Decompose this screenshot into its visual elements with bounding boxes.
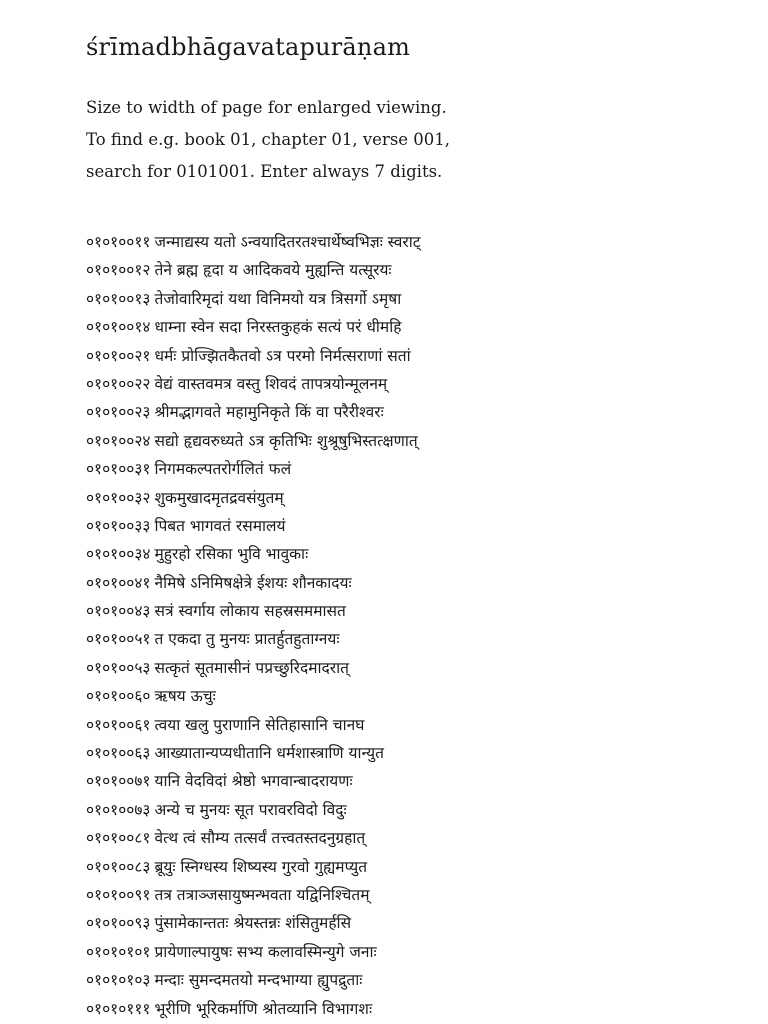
verse-number: ०१०१००२३ <box>86 403 151 422</box>
verse-text: अन्ये च मुनयः सूत परावरविदो विदुः <box>154 800 347 819</box>
verse-line <box>86 370 421 398</box>
verse-number: ०१०१००९३ <box>86 914 151 933</box>
verse-line <box>86 824 421 852</box>
verse-number: ०१०१००९१ <box>86 885 151 904</box>
verse-number: ०१०१००५१ <box>86 630 151 649</box>
verse-text: मुहुरहो रसिका भुवि भावुकाः <box>154 545 309 564</box>
verse-text: यानि वेदविदां श्रेष्ठो भगवान्बादरायणः <box>154 772 353 791</box>
verse-text: आख्यातान्यप्यधीतानि धर्मशास्त्राणि यान्युत <box>154 744 384 763</box>
page-title: śrīmadbhāgavatapurāṇam <box>86 33 411 61</box>
verse-line <box>86 966 421 994</box>
verse-text: शुकमुखादमृतद्रवसंयुतम् <box>154 488 284 507</box>
verse-number: ०१०१००३३ <box>86 516 151 535</box>
verse-number: ०१०१००४१ <box>86 573 151 592</box>
verse-text: सद्यो हृद्यवरुध्यते ऽत्र कृतिभिः शुश्रूषुभिस्तत्क्षणात् <box>154 431 418 450</box>
verse-text: प्रायेणाल्पायुषः सभ्य कलावस्मिन्युगे जनाः <box>154 942 377 961</box>
verse-line <box>86 484 421 512</box>
verse-line <box>86 427 421 455</box>
verse-number: ०१०१००७३ <box>86 800 151 819</box>
verse-text: ब्रूयुः स्निग्धस्य शिष्यस्य गुरवो गुह्यमप्युत <box>154 857 368 876</box>
verse-list <box>86 228 421 1023</box>
verse-text: श्रीमद्भागवते महामुनिकृते किं वा परैरीश्वरः <box>154 403 384 422</box>
verse-number: ०१०१००८३ <box>86 857 151 876</box>
verse-number: ०१०१०१०१ <box>86 942 151 961</box>
verse-line <box>86 682 421 710</box>
verse-number: ०१०१००१३ <box>86 289 151 308</box>
verse-text: धर्मः प्रोज्झितकैतवो ऽत्र परमो निर्मत्सराणां सतां <box>154 346 411 365</box>
verse-text: वेत्थ त्वं सौम्य तत्सर्वं तत्त्वतस्तदनुग्रहात् <box>154 829 366 848</box>
verse-text: तेने ब्रह्म हृदा य आदिकवये मुह्यन्ति यत्सूरयः <box>154 261 392 280</box>
verse-number: ०१०१००६० <box>86 687 151 706</box>
verse-text: नैमिषे ऽनिमिषक्षेत्रे ईशयः शौनकादयः <box>154 573 352 592</box>
verse-line <box>86 455 421 483</box>
verse-line <box>86 739 421 767</box>
verse-number: ०१०१००१२ <box>86 261 151 280</box>
verse-number: ०१०१००३१ <box>86 460 151 479</box>
verse-number: ०१०१००३४ <box>86 545 151 564</box>
verse-line <box>86 540 421 568</box>
verse-number: ०१०१०१०३ <box>86 971 151 990</box>
verse-text: तेजोवारिमृदां यथा विनिमयो यत्र त्रिसर्गो ऽमृषा <box>154 289 402 308</box>
verse-line <box>86 938 421 966</box>
verse-line <box>86 597 421 625</box>
verse-text: जन्माद्यस्य यतो ऽन्वयादितरतश्चार्थेष्वभिज्ञः स्वराट् <box>154 233 421 251</box>
verse-line <box>86 285 421 313</box>
verse-line <box>86 654 421 682</box>
verse-text: मन्दाः सुमन्दमतयो मन्दभाग्या ह्युपद्रुताः <box>154 971 363 990</box>
verse-line <box>86 909 421 937</box>
verse-number: ०१०१००३२ <box>86 488 151 507</box>
verse-text: निगमकल्पतरोर्गलितं फलं <box>154 460 292 479</box>
verse-line <box>86 398 421 426</box>
verse-number: ०१०१००१४ <box>86 318 151 337</box>
verse-text: तत्र तत्राञ्जसायुष्मन्भवता यद्विनिश्चितम् <box>154 885 370 904</box>
verse-line <box>86 313 421 341</box>
verse-line <box>86 625 421 653</box>
verse-line <box>86 256 421 284</box>
verse-line <box>86 711 421 739</box>
verse-line <box>86 881 421 909</box>
intro-line: To find e.g. book 01, chapter 01, verse 001, <box>86 130 451 149</box>
intro-instructions <box>86 96 450 192</box>
verse-text: सत्रं स्वर्गाय लोकाय सहस्रसममासत <box>154 602 346 621</box>
verse-line <box>86 796 421 824</box>
verse-number: ०१०१००२१ <box>86 346 151 365</box>
verse-line <box>86 342 421 370</box>
verse-number: ०१०१००४३ <box>86 602 151 621</box>
verse-number: ०१०१००७१ <box>86 772 151 791</box>
verse-line <box>86 767 421 795</box>
verse-number: ०१०१००११ <box>86 233 151 251</box>
verse-text: त एकदा तु मुनयः प्रातर्हुतहुताग्नयः <box>154 630 340 649</box>
verse-number: ०१०१००६१ <box>86 715 151 734</box>
verse-line <box>86 853 421 881</box>
verse-text: भूरीणि भूरिकर्माणि श्रोतव्यानि विभागशः <box>154 999 373 1018</box>
verse-line <box>86 569 421 597</box>
verse-line <box>86 228 421 256</box>
verse-number: ०१०१००२२ <box>86 374 151 393</box>
intro-line: Size to width of page for enlarged viewing. <box>86 98 447 117</box>
verse-number: ०१०१००८१ <box>86 829 151 848</box>
verse-text: पुंसामेकान्ततः श्रेयस्तन्नः शंसितुमर्हसि <box>154 914 352 933</box>
verse-text: त्वया खलु पुराणानि सेतिहासानि चानघ <box>154 715 365 734</box>
intro-line: search for 0101001. Enter always 7 digits. <box>86 162 443 181</box>
verse-number: ०१०१००२४ <box>86 431 151 450</box>
verse-number: ०१०१००६३ <box>86 744 151 763</box>
verse-text: धाम्ना स्वेन सदा निरस्तकुहकं सत्यं परं धीमहि <box>154 318 402 337</box>
verse-text: पिबत भागवतं रसमालयं <box>154 516 286 535</box>
verse-text: ऋषय ऊचुः <box>154 687 216 706</box>
verse-text: वेद्यं वास्तवमत्र वस्तु शिवदं तापत्रयोन्मूलनम् <box>154 374 388 393</box>
verse-line <box>86 995 421 1023</box>
verse-number: ०१०१००५३ <box>86 658 151 677</box>
verse-text: सत्कृतं सूतमासीनं पप्रच्छुरिदमादरात् <box>154 658 349 677</box>
verse-number: ०१०१०१११ <box>86 999 151 1018</box>
verse-line <box>86 512 421 540</box>
